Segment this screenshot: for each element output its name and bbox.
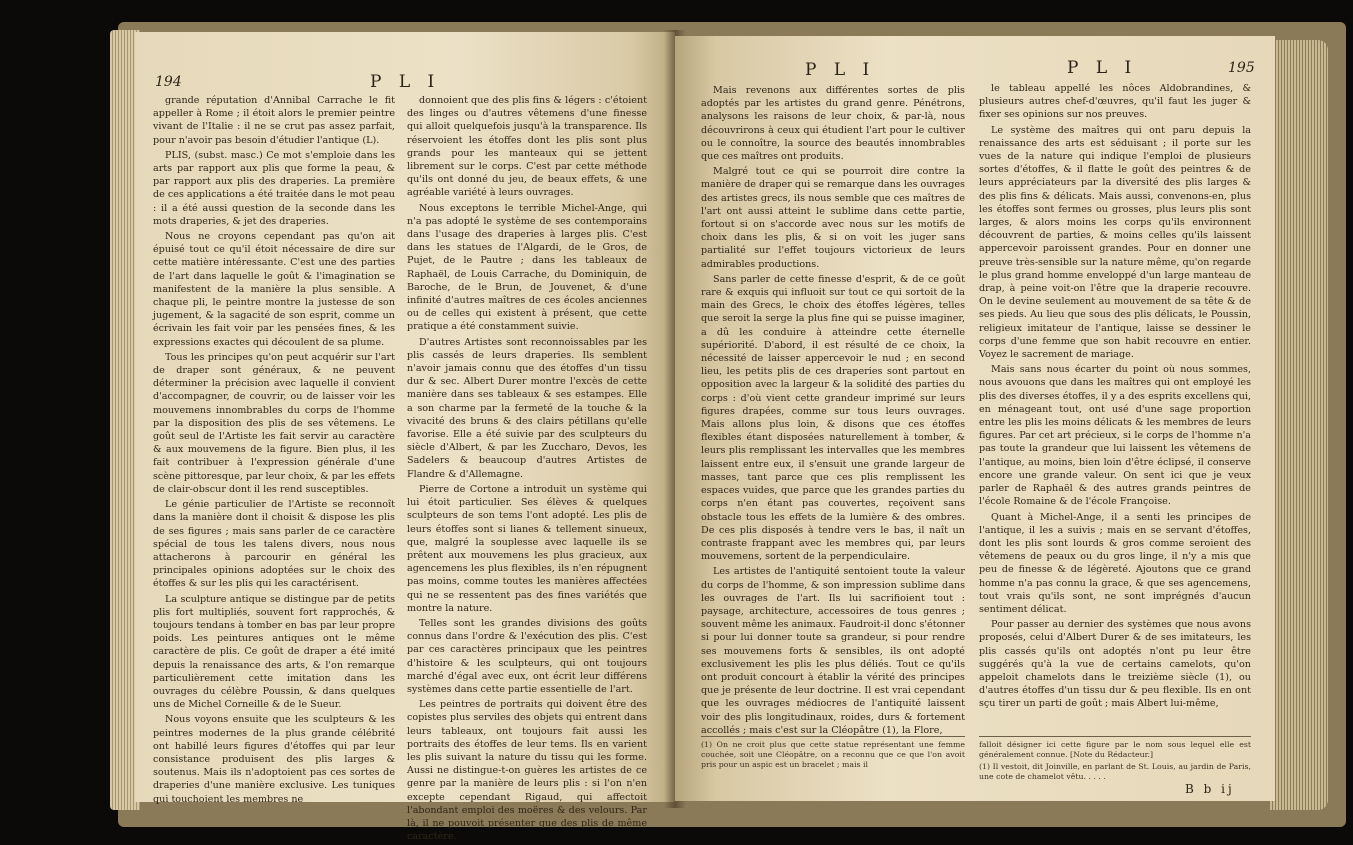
paragraph: Nous exceptons le terrible Michel-Ange, qui n'a pas adopté le système de ses contemporains dans l'usage des draperies à larges plis. C'est dans les statues de l'Algardi, de le Gros, de Pujet, de le Pautre ; dans les tableaux de Raphaël, de Louis Carrache, du Dominiquin, de Baroche, de le Brun, de Jouvenet, & d'une infinité d'autres maîtres de ces écoles anciennes ou de celles qui existent à présent, que cette pratique a été constamment suivie. [407, 202, 647, 333]
left-column-1 [153, 94, 395, 808]
footnote: (1) On ne croit plus que cette statue représentant une femme couchée, soit une Cléopâtre, on a reconnu que ce que l'on avoit pris pour un aspic est un bracelet ; mais il [701, 740, 965, 769]
paragraph: Nous voyons ensuite que les sculpteurs & les peintres modernes de la plus grande célébrité ont habillé leurs figures d'étoffes qui par leur consistance produisent des plis larges & soutenus. Mais ils n'adoptoient pas ces sortes de draperies d'une manière exclusive. Les tuniques qui touchoient les membres ne [153, 714, 395, 805]
right-column-2 [979, 82, 1251, 713]
paragraph: Telles sont les grandes divisions des goûts connus dans l'ordre & l'exécution des plis. C'est par ces caractères principaux que les peintres d'histoire & les sculpteurs, qui ont toujours marché d'égal avec eux, ont écrit leur différens systèmes dans cette partie essentielle de l'art. [407, 617, 647, 695]
paragraph: Mais revenons aux différentes sortes de plis adoptés par les artistes du grand genre. Pénétrons, analysons les raisons de leur choix, & par-là, nous découvrirons à ceux qui étudient l'art pour le cultiver ou le connoître, la source des beautés innombrables que ces maîtres ont produits. [701, 85, 965, 163]
right-footnote-left [701, 736, 965, 772]
right-running-head-right: P L I [1067, 58, 1138, 78]
left-page-number: 194 [155, 74, 182, 90]
left-column-2 [407, 94, 647, 845]
paragraph: le tableau appellé les nôces Aldobrandines, & plusieurs autres chef-d'œuvres, qu'il faut les juger & fixer ses opinions sur nos preuves. [979, 83, 1251, 121]
left-running-head: P L I [370, 72, 441, 92]
paragraph: Quant à Michel-Ange, il a senti les principes de l'antique, il les a suivis ; mais en se servant d'étoffes, dont les plis sont lourds & gros comme seroient des vêtemens de peaux ou du gros linge, il n'y a mis que peu de finesse & de légèreté. Ajoutons que ce grand homme n'a pas connu la grace, & que ses agencemens, tout vrais qu'ils sont, ne sont imprégnés d'aucun sentiment délicat. [979, 511, 1251, 615]
paragraph: La sculpture antique se distingue par de petits plis fort multipliés, souvent fort rapprochés, & toujours tendans à tomber en bas par leur propre poids. Les peintures antiques ont le même caractère de plis. Ce goût de draper a été imité depuis la renaissance des arts, & l'on remarque particulièrement cette imitation dans les ouvrages du célèbre Poussin, & dans quelques uns de Michel Corneille & de le Sueur. [153, 593, 395, 711]
paragraph: Pierre de Cortone a introduit un système qui lui étoit particulier. Ses élèves & quelques sculpteurs de son tems l'ont adopté. Les plis de leurs étoffes sont si lianes & tellement sinueux, que, malgré la souplesse avec laquelle ils se prêtent aux mouvemens les plus gracieux, aux agencemens les plus flexibles, ils n'en répugnent pas moins, comme toutes les manières affectées qui ne se ressentent pas des fines variétés que montre la nature. [407, 483, 647, 614]
paragraph: grande réputation d'Annibal Carrache le fit appeller à Rome ; il étoit alors le premier peintre vivant de l'Italie : il ne se crut pas assez parfait, pour n'avoir pas besoin d'étudier l'antique (L). [153, 95, 395, 146]
paragraph: Nous ne croyons cependant pas qu'on ait épuisé tout ce qu'il étoit nécessaire de dire sur cette matière intéressante. C'est une des parties de l'art dans laquelle le goût & l'imagination se manifestent de la manière la plus sensible. A chaque pli, le peintre montre la justesse de son jugement, & la sagacité de son esprit, comme un écrivain les fait voir par les pensées fines, & les expressions exactes qui découlent de sa plume. [153, 231, 395, 348]
paragraph: Pour passer au dernier des systèmes que nous avons proposés, celui d'Albert Durer & de ses imitateurs, les plis cassés qu'ils ont adoptés n'ont pu leur être suggérés qu'à la vue de certains camelots, qu'on appeloit chamelots dans le treizième siècle (1), ou d'autres étoffes d'un tissu dur & peu flexible. Ils en ont sçu tirer un parti de goût ; mais Albert lui-même, [979, 619, 1251, 710]
paragraph: Les peintres de portraits qui doivent être des copistes plus serviles des objets qui entrent dans leurs tableaux, ont toujours fait aussi les portraits des étoffes de leur tems. Ils en varient les plis suivant la nature du tissu qui les forme. Aussi ne distingue-t-on guères les artistes de ce genre par la manière de leurs plis : si l'on n'en excepte cependant Rigaud, qui affectoit l'abondant emploi des moëres & des velours. Par là, il ne pouvoit présenter que des plis de même caractère. [407, 699, 647, 843]
signature-mark: B b ij [1185, 782, 1235, 796]
paragraph: D'autres Artistes sont reconnoissables par les plis cassés de leurs draperies. Ils semblent n'avoir jamais connu que des étoffes d'un tissu dur & sec. Albert Durer montre l'excès de cette manière dans ses tableaux & ses estampes. Elle a son charme par la fermeté de la touche & la vivacité des bruns & des clairs pétillans qu'elle favorise. Elle a été suivie par des sculpteurs du siècle d'Albert, & par les Zuccharo, Devos, les Sadelers & beaucoup d'autres Artistes de Flandre & d'Allemagne. [407, 336, 647, 480]
paragraph: Les artistes de l'antiquité sentoient toute la valeur du corps de l'homme, & son impression sublime dans les ouvrages de l'art. Ils lui sacrifioient tout : paysage, architecture, accessoires de tous genres ; souvent même les animaux. Faudroit-il donc s'étonner si pour lui donner toute sa grandeur, si pour rendre ses mouvemens forts & sensibles, ils ont adopté exclusivement les plis les plus déliés. Tout ce qu'ils ont produit concourt à établir la vérité des principes que je présente de leur doctrine. Il est vrai cependant que les ouvrages médiocres de l'antiquité laissent voir des plis longitudinaux, roides, durs & fortement accollés ; mais c'est sur la Cléopâtre (1), la Flore, [701, 566, 965, 736]
left-page [135, 32, 675, 843]
paragraph: Le génie particulier de l'Artiste se reconnoît dans la manière dont il choisit & dispose les plis de ses figures ; mais sans parler de ce caractère spécial de tous les talens divers, nous nous attacherons à parcourir en général les principales opinions adoptées sur le choix des étoffes & sur les plis qui les caractérisent. [153, 499, 395, 590]
footnote: (1) Il vestoit, dit Joinville, en parlant de St. Louis, au jardin de Paris, une cote de chamelot vêtu. . . . . [979, 762, 1251, 781]
paragraph: Sans parler de cette finesse d'esprit, & de ce goût rare & exquis qui influoit sur tout ce qui sortoit de la main des Grecs, le choix des étoffes légères, telles que seroit la serge la plus fine qui se puisse imaginer, a dû les conduire à atteindre cette éternelle supériorité. D'abord, il est résulté de ce choix, la nécessité de laisser appercevoir le nud ; en second lieu, les petits plis de ces draperies sont partout en opposition avec la largeur & la solidité des parties du corps : d'où vient cette grandeur imprimé sur leurs figures drapées, comme sur tous leurs ouvrages. Mais allons plus loin, & disons que ces étoffes flexibles étant disposées naturellement à tomber, & leurs plis remplissant les intervalles que les membres laissent entre eux, il s'ensuit une grande largeur de masses, tant parce que ces plis remplissent les espaces vuides, que parce que les grandes parties du corps n'en étant pas couvertes, reçoivent sans obstacle tous les effets de la lumière & des ombres. De ces plis disposés à tendre vers le bas, il naît un contraste frappant avec les membres qui, par leurs mouvemens, sortent de la perpendiculaire. [701, 273, 965, 563]
paragraph: donnoient que des plis fins & légers : c'étoient des linges ou d'autres vêtemens d'une finesse qui alloit quelquefois jusqu'à la transparence. Ils réservoient les étoffes dont les plis sont plus grands pour les manteaux qui se jettent librement sur le corps. C'est par cette méthode qu'ils ont donné du jeu, de beaux effets, & une agréable variété à leurs ouvrages. [407, 95, 647, 199]
paragraph: Mais sans nous écarter du point où nous sommes, nous avouons que dans les maîtres qui ont employé les plis des diverses étoffes, il y a des esprits excellens qui, en ménageant tout, ont usé d'une sage proportion entre les plis les moins délicats & les membres de leurs figures. Par cet art précieux, si le corps de l'homme n'a pas toute la grandeur que lui laissent les vêtemens de l'antique, au moins, bien loin d'être éclipsé, il conserve encore une grande valeur. On sent ici que je veux parler de Raphaël & des autres grands peintres de l'école Romaine & de l'école Françoise. [979, 364, 1251, 508]
footnote: falloit désigner ici cette figure par le nom sous lequel elle est généralement connue. [Note du Rédacteur.] [979, 740, 1251, 759]
right-page-number: 195 [1228, 60, 1255, 76]
right-running-head-left: P L I [805, 60, 876, 80]
right-column-1 [701, 84, 965, 739]
paragraph: Le système des maîtres qui ont paru depuis la renaissance des arts est séduisant ; il porte sur les vues de la nature qui indique l'emploi de plusieurs sortes d'étoffes, & il flatte le goût des peintres & de leurs appréciateurs par la diversité des plis larges & des plis fins & délicats. Mais aussi, convenons-en, plus les étoffes sont fermes ou grosses, plus leurs plis sont larges, & alors moins les corps qu'ils environnent découvrent de parties, & moins celles qu'ils laissent appercevoir paroissent grandes. Pour en donner une preuve très-sensible sur la nature même, qu'on regarde le plus grand homme enveloppé d'un large manteau de drap, à peine voit-on l'être que la draperie recouvre. On le devine seulement au mouvement de sa tête & de ses pieds. Au lieu que sous des plis délicats, le Poussin, religieux imitateur de l'antique, laisse se dessiner le corps d'une femme que son habit recouvre en entier. Voyez le sacrement de mariage. [979, 124, 1251, 361]
paragraph: PLIS, (subst. masc.) Ce mot s'emploie dans les arts par rapport aux plis que forme la peau, & par rapport aux plis des draperies. La première de ces applications a été traitée dans le mot peau : il a été aussi question de la seconde dans les mots draperies, & jet des draperies. [153, 149, 395, 227]
right-page [675, 36, 1275, 801]
right-footnote-right [979, 736, 1251, 784]
paragraph: Tous les principes qu'on peut acquérir sur l'art de draper sont généraux, & ne peuvent déterminer la précision avec laquelle il convient d'accompagner, de couvrir, ou de laisser voir les mouvemens innombrables du corps de l'homme par la disposition des plis de ses vêtemens. Le goût seul de l'Artiste les fait servir au caractère & aux mouvemens de la figure. Bien plus, il les fait contribuer à l'expression générale d'une scène pittoresque, par leur choix, & par les effets de clair-obscur dont il les rend susceptibles. [153, 351, 395, 495]
right-page-edges [1270, 40, 1328, 810]
paragraph: Malgré tout ce qui se pourroit dire contre la manière de draper qui se remarque dans les ouvrages des artistes grecs, ils nous semble que ces maîtres de l'art ont aussi atteint le sublime dans cette partie, fortout si on s'accorde avec nous sur les motifs de choix dans les plis, & si on voit les juger sans partialité sur l'effet toujours victorieux de leurs admirables productions. [701, 166, 965, 270]
